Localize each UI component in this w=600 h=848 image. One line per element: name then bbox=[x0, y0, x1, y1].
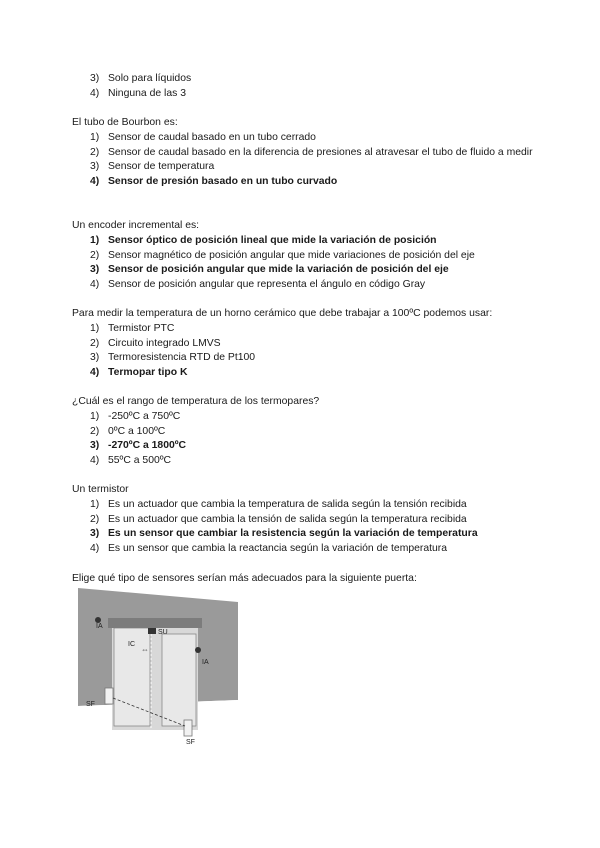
options-list bbox=[72, 234, 542, 292]
option-number: 1) bbox=[90, 323, 100, 334]
option-number: 1) bbox=[90, 499, 100, 510]
option-text: Es un sensor que cambiar la resistencia según la variación de temperatura bbox=[108, 528, 478, 540]
options-list bbox=[72, 498, 542, 556]
option-number: 4) bbox=[90, 87, 100, 99]
option-text: Sensor de temperatura bbox=[108, 161, 215, 173]
floor-post-left bbox=[105, 688, 113, 704]
option bbox=[72, 498, 542, 513]
option-number: 3) bbox=[90, 264, 100, 276]
options-list bbox=[72, 410, 542, 468]
option-correct bbox=[72, 366, 542, 381]
option bbox=[72, 72, 542, 87]
option bbox=[72, 87, 542, 102]
door-sensors-figure bbox=[78, 588, 238, 746]
option-number: 3) bbox=[90, 440, 100, 452]
label-sf-left: SF bbox=[86, 701, 95, 708]
option-text: -270ºC a 1800ºC bbox=[108, 440, 187, 452]
question-1 bbox=[72, 71, 542, 101]
options-list bbox=[72, 72, 542, 101]
question-2 bbox=[72, 116, 542, 189]
option bbox=[72, 322, 542, 337]
option bbox=[72, 249, 542, 264]
option bbox=[72, 351, 542, 366]
option-text: Sensor de caudal basado en la diferencia de presiones al atravesar el tubo de fluido a medir bbox=[108, 146, 533, 158]
option bbox=[72, 131, 542, 146]
floor-post-right bbox=[184, 720, 192, 736]
option-correct bbox=[72, 527, 542, 542]
option-text: Solo para líquidos bbox=[108, 73, 192, 84]
label-ic: IC bbox=[128, 641, 135, 648]
ia-sensor-right bbox=[195, 647, 201, 653]
option-text: 0ºC a 100ºC bbox=[108, 425, 166, 437]
option-number: 2) bbox=[90, 425, 100, 437]
option-text: Es un actuador que cambia la temperatura de salida según la tensión recibida bbox=[108, 499, 467, 510]
option-text: Sensor de caudal basado en un tubo cerrado bbox=[108, 132, 316, 143]
question-stem: Para medir la temperatura de un horno cerámico que debe trabajar a 100ºC podemos usar: bbox=[72, 308, 493, 319]
option-number: 2) bbox=[90, 249, 100, 261]
option-correct bbox=[72, 263, 542, 278]
option-number: 2) bbox=[90, 513, 100, 525]
option-number: 3) bbox=[90, 161, 100, 173]
option-number: 3) bbox=[90, 73, 100, 84]
ic-arrows: ⇔ bbox=[141, 645, 149, 654]
options-list bbox=[72, 131, 542, 189]
option-text: Sensor de posición angular que mide la variación de posición del eje bbox=[108, 264, 449, 276]
label-sf-right: SF bbox=[186, 739, 195, 746]
option-text: Sensor óptico de posición lineal que mide la variación de posición bbox=[108, 235, 437, 246]
right-door-panel bbox=[162, 634, 196, 726]
option bbox=[72, 278, 542, 293]
option-number: 2) bbox=[90, 337, 100, 349]
option bbox=[72, 454, 542, 469]
option bbox=[72, 542, 542, 557]
option-number: 4) bbox=[90, 175, 100, 187]
option-text: Termistor PTC bbox=[108, 323, 175, 334]
option-correct bbox=[72, 234, 542, 249]
question-4 bbox=[72, 307, 542, 380]
option-text: Ninguna de las 3 bbox=[108, 87, 186, 99]
option bbox=[72, 337, 542, 352]
question-stem: Un encoder incremental es: bbox=[72, 220, 200, 231]
option-number: 2) bbox=[90, 146, 100, 158]
option-text: 55ºC a 500ºC bbox=[108, 454, 172, 466]
question-3 bbox=[72, 219, 542, 292]
label-ia-right: IA bbox=[202, 659, 209, 666]
option-text: Termoresistencia RTD de Pt100 bbox=[108, 352, 256, 364]
question-5 bbox=[72, 395, 542, 468]
option-correct bbox=[72, 175, 542, 190]
option-number: 1) bbox=[90, 411, 100, 422]
option-number: 4) bbox=[90, 542, 100, 554]
option-number: 4) bbox=[90, 278, 100, 290]
option bbox=[72, 513, 542, 528]
option-text: Sensor de posición angular que representa el ángulo en código Gray bbox=[108, 278, 426, 290]
option-text: Es un sensor que cambia la reactancia según la variación de temperatura bbox=[108, 542, 448, 554]
option-correct bbox=[72, 439, 542, 454]
door-diagram bbox=[78, 588, 238, 746]
option-number: 3) bbox=[90, 352, 100, 364]
question-6 bbox=[72, 483, 542, 556]
option-number: 4) bbox=[90, 454, 100, 466]
option bbox=[72, 160, 542, 175]
question-stem: El tubo de Bourbon es: bbox=[72, 117, 178, 128]
options-list bbox=[72, 322, 542, 380]
option-text: -250ºC a 750ºC bbox=[108, 411, 181, 422]
option-number: 3) bbox=[90, 528, 100, 540]
question-stem: ¿Cuál es el rango de temperatura de los termopares? bbox=[72, 396, 320, 407]
option bbox=[72, 146, 542, 161]
option bbox=[72, 425, 542, 440]
option-text: Sensor de presión basado en un tubo curvado bbox=[108, 175, 338, 187]
option bbox=[72, 410, 542, 425]
option-text: Es un actuador que cambia la tensión de salida según la temperatura recibida bbox=[108, 513, 467, 525]
question-stem: Elige qué tipo de sensores serían más adecuados para la siguiente puerta: bbox=[72, 573, 417, 584]
option-number: 4) bbox=[90, 366, 100, 378]
su-sensor bbox=[148, 628, 156, 634]
option-text: Termopar tipo K bbox=[108, 366, 188, 378]
label-ia-left: IA bbox=[96, 623, 103, 630]
option-text: Sensor magnético de posición angular que mide variaciones de posición del eje bbox=[108, 249, 475, 261]
label-su: SU bbox=[158, 629, 168, 636]
question-stem: Un termistor bbox=[72, 484, 129, 495]
door-header bbox=[108, 618, 202, 628]
option-number: 1) bbox=[90, 132, 100, 143]
option-number: 1) bbox=[90, 235, 100, 246]
option-text: Circuito integrado LMVS bbox=[108, 337, 221, 349]
question-7 bbox=[72, 572, 542, 586]
